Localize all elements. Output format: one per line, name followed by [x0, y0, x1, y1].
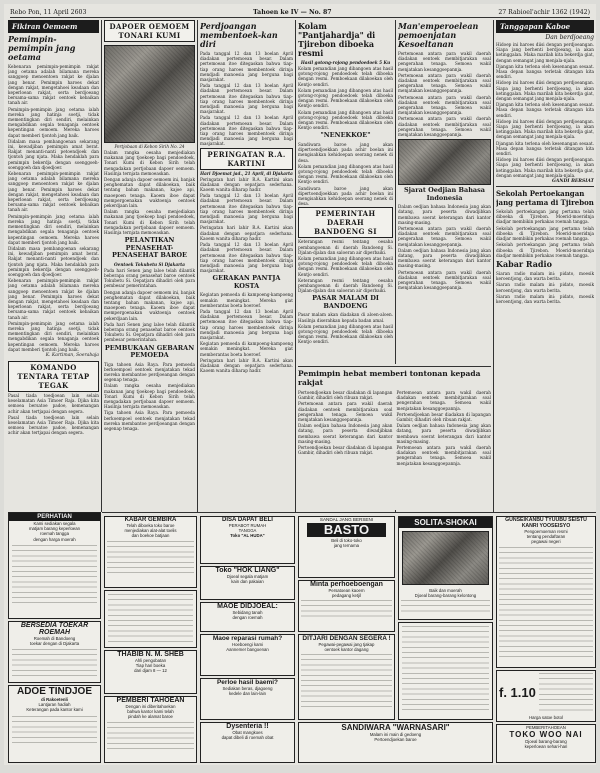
ad-maoe-didjoeal	[200, 602, 295, 632]
photo-caption: Pertjobaan di Kebon Sirih No. 24	[114, 144, 185, 149]
column-1	[8, 20, 99, 510]
article-paragraph: Sekolah pertoekangan jang pertama telah diboeka di Tjirebon. Moerid-moeridnja diadjar membikin perkakas roemah tangga.	[496, 209, 594, 225]
article-paragraph: Dalam rangka oesaha menjediakan makanan jang tjoekoep bagi pendoedoek, Tonari Kumi di Kebon Sirih telah mengadakan pertjobaan dapoer oemoem. Hasilnja ternjata memoeaskan.	[104, 150, 195, 176]
article-paragraph: Pertemoean antara para wakil daerah diadakan oentoek membitjarakan soal pengerahan tenaga. Semoea wakil menjatakan kesanggoepannja.	[398, 116, 491, 138]
article-paragraph: Peringatan hari lahir R.A. Kartini akan diadakan dengan oepatjara sederhana. Kaoem wanita diharap hadir.	[200, 225, 293, 241]
article-signature: K. Kartiman, Soerabaja	[45, 352, 99, 358]
ad-fine-print	[107, 722, 194, 750]
ad-title: BERSEDIA TOEKAR ROEMAH	[20, 622, 89, 636]
ad-line: di Rakoetenli	[41, 697, 68, 702]
ad-solita-shokai	[398, 516, 493, 620]
ad-pemberi-tahoean	[104, 696, 197, 763]
article-paragraph: Didalam masa pembangoenan sekarang ini, kewadjiban pemimpin amat berat. Rakjat menanti-nanti petoendjoek dan tjontoh jang njata. Maka hendaklah para pemimpin bekerdja dengan soenggoeh-soenggoeh dan djoedjoer.	[8, 245, 99, 277]
ad-line: TANGGA	[238, 528, 257, 534]
article-paragraph: Pertemoean antara para wakil daerah diadakan oentoek membitjarakan soal pengerahan tenaga. Semoea wakil menjatakan kesanggoepannja.	[398, 51, 491, 72]
ad-line: Djoeal segala matjam	[226, 574, 269, 579]
ad-line: Sebidang tanah	[232, 610, 263, 615]
ad-line: Lantjaran hadiah	[38, 702, 71, 708]
ad-line: Beli di toko-toko	[331, 538, 362, 544]
nenekkoe-heading: "NENEKKOE"	[320, 131, 371, 140]
ad-line: pedagang ketjil	[332, 593, 361, 599]
ad-line: Djoeal barang-barang kelontong	[414, 593, 477, 599]
masthead-issue: Tahoen ke IV — No. 87	[253, 8, 332, 16]
ad-kabar-gembira	[104, 516, 197, 588]
article-paragraph: Hidoep ini haroes diisi dengan perdjoeangan. Siapa jang berhenti berdjoeang, ia akan ketinggalan. Maka marilah kita bekerdja giat, dengan semangat jang menjala-njala.	[496, 80, 594, 102]
ad-title: SOLITA-SHOKAI	[399, 517, 492, 528]
article-paragraph: Sandiwara baroe jang akan dipertoendjoekkan pada achir boelan ini mengisahkan kehidoepan seorang nenek di desa.	[298, 141, 393, 163]
article-paragraph: Dalam oedjian bahasa Indonesia jang akan datang, para peserta diwadjibkan membawa soerat keterangan dari kantor masing-masing.	[398, 204, 491, 225]
ad-line: Hoeboengi kami	[231, 642, 264, 647]
article-paragraph: Siaran radio malam ini: pidato, moesik keroentjong, dan warta berita.	[496, 270, 594, 282]
article-subheading: Hasil gotong-rojong pendoedoek 5 Ku	[300, 60, 391, 65]
ad-title: PEMBERI TAHOEAN	[116, 697, 185, 704]
ad-illustration	[402, 531, 489, 585]
ad-line: Telah diboeka toko baroe	[126, 523, 175, 528]
ad-hasil-baemi	[200, 678, 295, 720]
ad-line: toekar dengan di Djakarta	[29, 641, 80, 647]
ad-fine-print	[401, 600, 490, 614]
column-6	[496, 20, 594, 510]
ad-thabib	[104, 650, 197, 694]
ad-line: kedele dan lain-lain	[228, 691, 267, 697]
article-paragraph: Sekolah pertoekangan jang pertama telah diboeka di Tjirebon. Moerid-moeridnja diadjar membikin perkakas roemah tangga.	[496, 225, 594, 242]
ad-title: MAOE DIDJOEAL:	[217, 603, 278, 610]
komando-text: Pasal tiada toedjoean lain selain keselamatan Asia Timoer Raja. Djika kita semoea bersatoe padoe, kemenangan achir akan tertjapai dengan segera.	[8, 414, 99, 436]
article-paragraph: Pertemoean antara para wakil daerah diadakan oentoek membitjarakan soal pengerahan tenaga. Semoea wakil menjatakan kesanggoepannja.	[398, 269, 491, 291]
ad-line: Obat mangkoes	[232, 730, 263, 735]
ad-fine-print	[107, 541, 194, 575]
pemimpin-article	[298, 364, 491, 510]
article-paragraph: Tiga tahoen Asia Raya. Para pemoeda berkoempoel oentoek menjatakan tekad mereka membantoe perdjoeangan dengan segenap tenaga.	[104, 410, 195, 432]
article-paragraph: Pemimpin-pemimpin jang oetama ialah mereka jang hatinja soetji, tidak mementingkan diri sendiri, melainkan mengabdikan segala tenaganja oentoek kepentingan oemoem. Mereka haroes dapat memberi tjontoh jang baik.	[8, 320, 99, 352]
ad-title: SANDIWARA "WARNASARI"	[341, 723, 450, 732]
ad-line: pindah ke alamat baroe	[128, 714, 173, 720]
ad-line: dapat dibeli di roemah obat	[221, 735, 274, 741]
article-paragraph: Kolam pemandian jang dibangoen atas hasil gotong-rojong pendoedoek telah diboeka dengan resmi. Pemboekaan dilakoekan oleh Kentjo sendiri.	[298, 87, 393, 109]
article-paragraph: Tiga tahoen Asia Raya. Para pemoeda berkoempoel oentoek menjatakan tekad mereka membantoe perdjoeangan dengan segenap tenaga.	[104, 361, 195, 383]
masthead-hijri-date: 27 Rabioel'achir 1362 (1942)	[498, 8, 590, 16]
ad-line: Pengoemoeman resmi	[524, 529, 568, 534]
ad-title: PERHATIAN	[9, 513, 100, 521]
article-paragraph: Dalam rangka oesaha menjediakan makanan jang tjoekoep bagi pendoedoek, Tonari Kumi di Kebon Sirih telah mengadakan pertjobaan dapoer oemoem. Hasilnja ternjata memoeaskan.	[104, 383, 195, 410]
pantja-heading: GERAKAN PANTJA KOSTA	[212, 274, 281, 290]
article-paragraph: Keterangan resmi tentang oesaha pembangoenan di daerah Bandoeng Si. Djalan-djalan dan saloeran air diperbaiki.	[298, 277, 393, 294]
article-paragraph: Dalam rangka oesaha menjediakan makanan jang tjoekoep bagi pendoedoek, Tonari Kumi di Kebon Sirih telah mengadakan pertjobaan dapoer oemoem. Hasilnja ternjata memoeaskan.	[104, 209, 195, 236]
article-paragraph: Pada tanggal 12 dan 13 boelan April diadakan pertemoean besar. Dalam pertemoean itoe ditegaskan bahwa tiap-tiap orang haroes membentoek dirinja mendjadi manoesia jang berguna bagi masjarakat.	[200, 193, 293, 225]
ad-title: KABAR GEMBIRA	[124, 517, 177, 523]
ad-title: Minta perhoeboengan	[310, 581, 383, 588]
horizontal-rule	[102, 512, 596, 513]
article-paragraph: Dengan adanja dapoer oemoem ini, banjak penghematan dapat dilakoekan, baik tentang bahan makanan, kajoe api, maoepoen tenaga. Kaoem iboe dapat mempergoenakan waktoenja oentoek pekerdjaan lain.	[104, 289, 195, 321]
ad-notice-lines	[398, 622, 493, 720]
column-rule	[493, 20, 494, 512]
article-paragraph: Pasar malam akan diadakan di aloen-aloen. Hasilnja diserahkan kepada badan amal.	[298, 312, 393, 323]
ad-line: matjam barang keperloean	[28, 526, 81, 532]
news-photo	[104, 45, 195, 143]
article-paragraph: Kolam pemandian jang dibangoen atas hasil gotong-rojong pendoedoek telah diboeka dengan resmi. Pemboekaan dilakoekan oleh Kentjo sendiri.	[298, 109, 393, 131]
section-header-tanggapan: Tanggapan Kaboe	[496, 20, 594, 33]
article-paragraph: Djangan kita terlena oleh kesenangan sesaat. Masa depan bangsa terletak ditangan kita sendiri.	[496, 63, 594, 80]
article-paragraph: Hidoep ini haroes diisi dengan perdjoeangan. Siapa jang berhenti berdjoeang, ia akan ketinggalan. Maka marilah kita bekerdja giat, dengan semangat jang menjala-njala.	[496, 157, 594, 178]
ad-line: bahwa kantor kami telah	[127, 709, 174, 715]
ad-line: Djoeal barang-barang	[525, 739, 567, 745]
article-paragraph: Kolam pemandian jang dibangoen atas hasil gotong-rojong pendoedoek telah diboeka dengan resmi. Pemboekaan dilakoekan oleh Kentjo sendiri.	[298, 66, 393, 87]
article-title: Pemimpin-pemimpin jang oetama	[8, 34, 76, 62]
ad-line: roemah tangga	[40, 531, 69, 537]
pelantikan-heading: PELANTIKAN PENASEHAT-PENASEHAT BAROE	[112, 236, 187, 260]
article-paragraph: Kebenaran pemimpin-pemimpin rakjat jang oetama adalah bilamana mereka sanggoep menoentoen rakjat ke djalan jang benar. Pemimpin haroes dekat dengan rakjat, mengetahoei keadaan dan keperloean rakjat, serta berdjoeang bersama-sama rakjat oentoek kebaikan tanah air.	[8, 278, 99, 320]
article-paragraph: Kolam pemandian jang dibangoen atas hasil gotong-rojong pendoedoek telah diboeka dengan resmi. Pemboekaan dilakoekan oleh Kentjo sendiri.	[298, 255, 393, 277]
ad-line: pegawai negeri	[531, 539, 561, 545]
article-paragraph: Pada hari Senen jang laloe telah dilantik beberapa orang penasehat baroe oentoek Tokubetu Si. Oepatjara dihadiri oleh para pembesar pemerintahan.	[104, 267, 195, 289]
ad-line: Keterangan pada kantor kami	[26, 707, 83, 713]
article-title: Man'emperoelean pemoenjatan Kesoeltanan	[398, 21, 479, 49]
article-paragraph: Pertemoean antara para wakil daerah diadakan oentoek membitjarakan soal pengerahan tenaga. Semoea wakil menjatakan kesanggoepannja.	[298, 401, 393, 423]
ad-reparasi-rumah	[200, 634, 295, 676]
article-paragraph: Sekolah pertoekangan jang pertama telah diboeka di Tjirebon. Moerid-moeridnja diadjar membikin perkakas roemah tangga.	[496, 242, 594, 258]
ad-line: Baik dan moerah	[429, 588, 462, 593]
ad-sandiwara	[298, 722, 493, 763]
article-paragraph: Djangan kita terlena oleh kesenangan sesaat. Masa depan bangsa terletak ditangan kita sendiri.	[496, 140, 594, 157]
ad-line: PERABOT RUMAH	[228, 523, 267, 528]
ad-fine-print	[301, 654, 392, 710]
ad-title: DITJARI DENGAN SEGERA !	[302, 635, 391, 642]
ad-fine-print	[108, 594, 193, 644]
ad-line: menjediakan alat-alat toelis	[124, 528, 177, 534]
ad-line: Pertoendjoekan baroe	[374, 737, 417, 743]
dapoer-heading: DAPOER OEMOEM TONARI KUMI	[104, 20, 195, 42]
pemimpin-headline: Pemimpin hebat memberi tontonan kepada rakjat	[298, 366, 491, 387]
ad-small-notice	[104, 590, 197, 648]
article-paragraph: Kegiatan pemoeda di kampoeng-kampoeng semakin meningkat. Mereka giat memberantas boeta hoeroef.	[200, 341, 293, 357]
article-paragraph: Hidoep ini haroes diisi dengan perdjoeangan. Siapa jang berhenti berdjoeang, ia akan ketinggalan. Maka marilah kita bekerdja giat, dengan semangat jang menjala-njala.	[496, 42, 594, 63]
price-text: f. 1.10	[499, 685, 536, 700]
article-paragraph: Pemimpin-pemimpin jang oetama ialah mereka jang hatinja soetji, tidak mementingkan diri sendiri, melainkan mengabdikan segala tenaganja oentoek kepentingan oemoem. Mereka haroes dapat memberi tjontoh jang baik.	[8, 106, 99, 138]
article-paragraph: Pada tanggal 12 dan 13 boelan April diadakan pertemoean besar. Dalam pertemoean itoe ditegaskan bahwa tiap-tiap orang haroes membentoek dirinja mendjadi manoesia jang berguna bagi masjarakat.	[200, 51, 293, 83]
ad-line: Toko "AL HUDA"	[230, 533, 265, 539]
ad-title: Maoe reparasi rumah?	[212, 635, 283, 642]
article-title: Kolam "Pantjahardja" di Tjirebon diboeka resmi	[298, 21, 376, 58]
ad-line: dengan harga moerah	[33, 536, 76, 542]
ad-title: Perloe hasil baemi?	[216, 679, 279, 686]
article-paragraph: Pertoendjoekan besar diadakan di lapangan Gambir, dihadiri oleh ribuan rakjat.	[396, 411, 491, 423]
ad-title: Dysenteria !!	[226, 723, 269, 730]
article-paragraph: Pertoendjoekan besar diadakan di lapangan Gambir, dihadiri oleh ribuan rakjat.	[298, 445, 393, 456]
column-byline: Dan berdjoeang	[545, 34, 594, 41]
bandoeng-heading: PEMERINTAH DAERAH BANDOENG SI	[298, 207, 393, 238]
ad-ditjari	[298, 634, 395, 720]
ad-price	[496, 670, 596, 722]
pasar-malam-heading: PASAR MALAM DI BANDOENG	[312, 294, 379, 310]
article-paragraph: Pada tanggal 12 dan 13 boelan April diadakan pertemoean besar. Dalam pertemoean itoe ditegaskan bahwa tiap-tiap orang haroes membentoek dirinja mendjadi manoesia jang berguna bagi masjarakat.	[200, 115, 293, 147]
komando-heading: KOMANDO TENTARA TETAP TEGAK	[8, 361, 99, 392]
ad-fine-print	[12, 716, 97, 746]
ad-line: oentoek kantor dagang	[324, 647, 369, 653]
article-paragraph: Pada hari Senen jang laloe telah dilantik beberapa orang penasehat baroe oentoek Tokubetu Si. Oepatjara dihadiri oleh para pembesar pemerintahan.	[104, 321, 195, 343]
ad-title: TOKO WOO NAI	[509, 730, 583, 740]
newspaper-page	[4, 4, 596, 765]
article-paragraph: Siaran radio malam ini: pidato, moesik keroentjong, dan warta berita.	[496, 293, 594, 304]
article-paragraph: Pertemoean antara para wakil daerah diadakan oentoek membitjarakan soal pengerahan tenaga. Semoea wakil menjatakan kesanggoepannja.	[398, 94, 491, 116]
article-paragraph: Dengan adanja dapoer oemoem ini, banjak penghematan dapat dilakoekan, baik tentang bahan makanan, kajoe api, maoepoen tenaga. Kaoem iboe dapat mempergoenakan waktoenja oentoek pekerdjaan lain.	[104, 177, 195, 209]
article-paragraph: Pertemoean antara para wakil daerah diadakan oentoek membitjarakan soal pengerahan tenaga. Semoea wakil menjatakan kesanggoepannja.	[396, 390, 491, 411]
ad-line: dari djam 8 — 12	[134, 668, 167, 674]
article-title: Perdjoangan membentoek-kan diri	[200, 21, 278, 49]
article-paragraph: Pemimpin-pemimpin jang oetama ialah mereka jang hatinja soetji, tidak mementingkan diri sendiri, melainkan mengabdikan segala tenaganja oentoek kepentingan oemoem. Mereka haroes dapat memberi tjontoh jang baik.	[8, 213, 99, 245]
article-paragraph: Dalam oedjian bahasa Indonesia jang akan datang, para peserta diwadjibkan membawa soerat keterangan dari kantor masing-masing.	[398, 247, 491, 269]
article-paragraph: Pertoendjoekan besar diadakan di lapangan Gambir, dihadiri oleh ribuan rakjat.	[298, 390, 393, 401]
ad-toko-woo-nai	[496, 724, 596, 763]
article-paragraph: Pada tanggal 12 dan 13 boelan April diadakan pertemoean besar. Dalam pertemoean itoe ditegaskan bahwa tiap-tiap orang haroes membentoek dirinja mendjadi manoesia jang berguna bagi masjarakat.	[200, 83, 293, 115]
ad-line: Aannemer bangoenan	[226, 647, 269, 653]
article-paragraph: Kolam pemandian jang dibangoen atas hasil gotong-rojong pendoedoek telah diboeka dengan resmi. Pemboekaan dilakoekan oleh Kentjo sendiri.	[298, 323, 393, 345]
ad-fine-print	[12, 545, 97, 605]
article-paragraph: Keterangan resmi tentang oesaha pembangoenan di daerah Bandoeng Si. Djalan-djalan dan saloeran air diperbaiki.	[298, 239, 393, 255]
ad-line: dengan roemah	[232, 615, 263, 621]
article-paragraph: Peringatan hari lahir R.A. Kartini akan diadakan dengan oepatjara sederhana. Kaoem wanita diharap hadir.	[200, 357, 293, 374]
article-paragraph: Pada tanggal 12 dan 13 boelan April diadakan pertemoean besar. Dalam pertemoean itoe ditegaskan bahwa tiap-tiap orang haroes membentoek dirinja mendjadi manoesia jang berguna bagi masjarakat.	[200, 308, 293, 340]
article-paragraph: Djangan kita terlena oleh kesenangan sesaat. Masa depan bangsa terletak ditangan kita sendiri.	[496, 102, 594, 118]
article-paragraph: Kebenaran pemimpin-pemimpin rakjat jang oetama adalah bilamana mereka sanggoep menoentoen rakjat ke djalan jang benar. Pemimpin haroes dekat dengan rakjat, mengetahoei keadaan dan keperloean rakjat, serta berdjoeang bersama-sama rakjat oentoek kebaikan tanah air.	[8, 64, 99, 106]
article-paragraph: Peringatan hari lahir R.A. Kartini akan diadakan dengan oepatjara sederhana. Kaoem wanita diharap hadir.	[200, 176, 293, 193]
ad-line: Kami sediakan segala	[33, 521, 76, 526]
masthead-date: Rebo Pon, 11 April 2603	[10, 8, 87, 16]
sekolah-heading: Sekolah Pertoekangan jang pertama di Tjirebon	[496, 186, 594, 207]
ad-title: GUNSEIKANBU TYUUBU SEISTU KANRI YOOSEISYO	[505, 517, 587, 529]
ad-dysenteria	[200, 722, 295, 763]
article-paragraph: Pada tanggal 12 dan 13 boelan April diadakan pertemoean besar. Dalam pertemoean itoe ditegaskan bahwa tiap-tiap orang haroes membentoek dirinja mendjadi manoesia jang berguna bagi masjarakat.	[200, 242, 293, 274]
ad-line: Pegawai-pegawai jang tjakap	[318, 642, 375, 647]
kabar-radio-heading: Kabar Radio	[496, 258, 552, 269]
ad-fine-print	[301, 600, 392, 620]
ad-gunseikanbu	[496, 516, 596, 668]
ad-toekar-roemah	[8, 621, 101, 683]
ad-hok-liang	[200, 566, 295, 600]
masthead	[10, 7, 590, 18]
article-paragraph: Hidoep ini haroes diisi dengan perdjoeangan. Siapa jang berhenti berdjoeang, ia akan ketinggalan. Maka marilah kita bekerdja giat, dengan semangat jang menjala-njala.	[496, 118, 594, 140]
section-header-fikiran: Fikiran Oemoem	[8, 20, 99, 33]
ad-subtitle: SANDAL JANG BERSENI	[319, 517, 374, 522]
article-paragraph: Kebenaran pemimpin-pemimpin rakjat jang oetama adalah bilamana mereka sanggoep menoentoen rakjat ke djalan jang benar. Pemimpin haroes dekat dengan rakjat, mengetahoei keadaan dan keperloean rakjat, serta berdjoeang bersama-sama rakjat oentoek kebaikan tanah air.	[8, 171, 99, 213]
ad-line: Harga satoe botol	[529, 715, 563, 720]
ad-title: Toko "HOK LIANG"	[215, 567, 280, 574]
ad-fine-print	[539, 673, 593, 713]
ad-fine-print	[499, 547, 593, 657]
article-paragraph: Pertemoean antara para wakil daerah diadakan oentoek membitjarakan soal pengerahan tenaga. Semoea wakil menjatakan kesanggoepannja.	[398, 72, 491, 94]
ad-title: BASTO	[307, 523, 386, 537]
ad-line: Sediakan beras, djagoeng	[222, 686, 273, 691]
ad-line: Roemah di Bandoeng	[33, 636, 76, 641]
ad-disa-dapat-beli	[200, 516, 295, 564]
ad-perhatian	[8, 512, 101, 619]
article-paragraph: Kolam pemandian jang dibangoen atas hasil gotong-rojong pendoedoek telah diboeka dengan resmi. Pemboekaan dilakoekan oleh Kentjo sendiri.	[298, 163, 393, 185]
column-rule	[101, 20, 102, 512]
article-paragraph: Kegiatan pemoeda di kampoeng-kampoeng semakin meningkat. Mereka giat memberantas boeta hoeroef.	[200, 292, 293, 308]
ad-line: keperloean sehari-hari	[524, 744, 568, 750]
ad-line: dan boekoe batjaan	[131, 533, 170, 539]
article-paragraph: Dalam oedjian bahasa Indonesia jang akan datang, para peserta diwadjibkan membawa soerat keterangan dari kantor masing-masing.	[396, 423, 491, 444]
ad-line: Tiap hari boeka	[135, 663, 166, 669]
ad-line: kain dan pakaian	[231, 579, 264, 585]
ad-title: THABIB N. M. SHEB	[117, 651, 184, 658]
komando-text: Pasal tiada toedjoean lain selain keselamatan Asia Timoer Raja. Djika kita semoea bersatoe padoe, kemenangan achir akan tertjapai dengan segera.	[8, 392, 99, 414]
ad-subtitle: PEMBERITAHOEAN	[526, 725, 566, 730]
ad-line: Ahli pengobatan	[134, 658, 167, 663]
ad-fine-print	[402, 626, 489, 714]
column-signature: GANDI BERSIAT	[552, 179, 594, 185]
ad-line: tentang pendaftaran	[526, 534, 566, 540]
column-rule	[197, 20, 198, 512]
ad-minta-perhoebungan	[298, 580, 395, 632]
article-paragraph: Didalam masa pembangoenan sekarang ini, kewadjiban pemimpin amat berat. Rakjat menanti-nanti petoendjoek dan tjontoh jang njata. Maka hendaklah para pemimpin bekerdja dengan soenggoeh-soenggoeh dan djoedjoer.	[8, 138, 99, 170]
article-paragraph: Pertemoean antara para wakil daerah diadakan oentoek membitjarakan soal pengerahan tenaga. Semoea wakil menjatakan kesanggoepannja.	[398, 226, 491, 247]
column-rule	[295, 20, 296, 512]
ad-title: ADOE TINDJOE	[16, 686, 92, 697]
column-3	[200, 20, 293, 510]
article-paragraph: Pertemoean antara para wakil daerah diadakan oentoek membitjarakan soal pengerahan tenaga. Semoea wakil menjatakan kesanggoepannja.	[396, 445, 491, 466]
article-paragraph: Siaran radio malam ini: pidato, moesik keroentjong, dan warta berita.	[496, 282, 594, 293]
article-paragraph: Dalam oedjian bahasa Indonesia jang akan datang, para peserta diwadjibkan membawa soerat keterangan dari kantor masing-masing.	[298, 423, 393, 444]
ad-line: Malam ini main di gedoeng	[369, 732, 422, 737]
ad-title: DISA DAPAT BELI	[222, 517, 273, 523]
news-photo	[398, 139, 491, 185]
gebaran-heading: PEMBUKAAN GEBARAN PEMOEDA	[104, 343, 195, 360]
column-2	[104, 20, 195, 510]
ad-line: Dengan ini diberitahoekan	[125, 704, 176, 709]
ad-line: jang ternama	[333, 543, 360, 549]
ad-basto	[298, 516, 395, 578]
pelantikan-subheading: Oentoek Tokubetu Si Djakarta	[114, 261, 185, 267]
oedjian-heading: Sjarat Oedjian Bahasa Indonesia	[403, 186, 486, 202]
ad-line: Persatoean kaoem	[328, 588, 365, 593]
ad-adoe-tindjoe	[8, 685, 101, 763]
kartini-subheading: Hari Djoemat jad., 21 April, di Djakarta	[200, 170, 293, 176]
kartini-heading: PERINGATAN R.A. KARTINI	[200, 148, 293, 170]
article-paragraph: Sandiwara baroe jang akan dipertoendjoekkan pada achir boelan ini mengisahkan kehidoepan seorang nenek di desa.	[298, 185, 393, 207]
ad-fine-print	[12, 649, 97, 677]
